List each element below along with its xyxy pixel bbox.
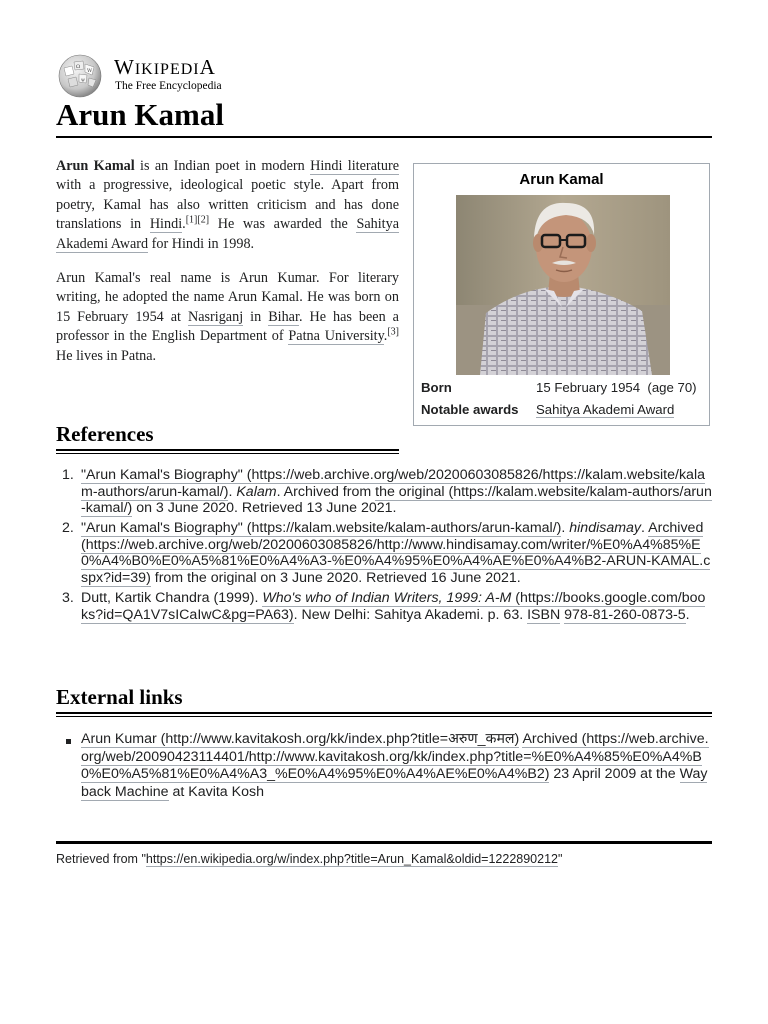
text-run: Dutt, Kartik Chandra (1999). [81,590,263,607]
text-run: from the original on 3 June 2020. Retrieved 16 June 2021. [150,569,521,586]
retrieved-url-link[interactable]: https://en.wikipedia.org/w/index.php?title=Arun_Kamal&oldid=1222890212 [145,852,558,866]
text-run: He lives in Patna. [56,347,157,364]
text-run: . [182,216,186,233]
citation-link[interactable]: [3] [387,326,399,338]
inline-link[interactable]: Archived (https://web.archive.org/web/20200603085826/http://www.hindisamay.com/writer/%E0%A4%85%E0%A4%B0%E0%A5%81%E0%A4%A3-%E0%A4%95%E0%A4%AE%E0%A4%B2-ARUN-KAMAL.cspx?id=39) [81,520,711,586]
inline-link[interactable]: ISBN [527,606,561,623]
inline-link[interactable]: Bihar [268,308,299,325]
svg-text:ψ: ψ [81,77,85,83]
wikipedia-logo[interactable] [56,54,256,98]
infobox-title: Arun Kamal [519,171,604,188]
inline-link[interactable]: (https://books.google.com/books?id=QA1V7sICaIwC&pg=PA63) [81,590,706,623]
bold-text: Arun Kamal [56,158,135,174]
inline-link[interactable]: Nasriganj [187,308,244,325]
reference-item [56,467,712,517]
reference-number: 1. [62,467,74,483]
text-run: 23 April 2009 at the [549,766,680,782]
inline-link[interactable]: Hindi [149,216,183,233]
wikipedia-tagline: The Free Encyclopedia [115,80,222,92]
italic-link[interactable]: Who's who of Indian Writers, 1999: A-M [262,590,512,607]
text-run: for Hindi in 1998. [148,235,255,252]
reference-item [56,590,712,623]
wikipedia-wordmark: WIKIPEDIA [114,55,216,79]
external-links-heading: External links [56,685,183,709]
inline-link[interactable]: Patna University [288,328,384,345]
reference-item [56,520,712,586]
reference-number: 2. [62,520,74,537]
svg-text:W: W [87,68,93,74]
inline-link[interactable]: the original (https://kalam.website/kalam-authors/arun-kamal/) [81,483,712,516]
retrieved-from [56,852,562,866]
external-links-list [56,731,712,801]
reference-text [81,467,712,517]
inline-link[interactable]: "Arun Kamal's Biography" (https://web.archive.org/web/20200603085826/https://kalam.website/kalam-authors/arun-kamal/) [81,467,705,500]
infobox [413,163,710,426]
footer-divider [56,841,712,844]
text-run: . [228,483,237,500]
italic-text: hindisamay [569,520,642,537]
awards-value-link[interactable]: Sahitya Akademi Award [536,402,675,417]
text-run: is an Indian poet in modern [134,158,311,174]
text-run: at Kavita Kosh [168,783,264,800]
intro-paragraph-2 [56,269,399,366]
retrieved-suffix: " [557,852,563,866]
reference-number: 3. [62,590,74,607]
portrait-image [456,195,670,375]
inline-link[interactable]: Arun Kumar (http://www.kavitakosh.org/kk/index.php?title=अरुण_कमल) [81,731,520,747]
reference-text [81,590,705,624]
text-run: . [561,520,570,537]
text-run: . Archived from [276,483,376,500]
reference-text [81,520,710,587]
text-run: . [641,520,649,537]
svg-text:Ω: Ω [76,64,81,70]
text-run: . [383,328,388,345]
external-links-divider [56,712,712,717]
citation-link[interactable]: [2] [197,214,210,226]
citation-link[interactable]: [1] [185,214,198,226]
text-run: on 3 June 2020. Retrieved 13 June 2021. [132,500,397,516]
text-run: . [685,606,690,623]
references-divider [56,449,399,454]
article-intro [56,157,399,381]
inline-link[interactable]: Wayback Machine [81,766,708,800]
text-run: . He has been a professor in the English Department of [56,308,399,345]
title-divider [56,136,712,138]
awards-label: Notable awards [421,402,519,417]
text-run: in [243,308,269,325]
retrieved-prefix: Retrieved from " [56,852,146,866]
text-run: with a progressive, ideological poetic style. Apart from poetry, Kamal has also written criticism and has done translations in [56,177,399,233]
inline-link[interactable]: Hindi literature [310,158,399,174]
external-link-text [81,731,709,801]
born-label: Born [421,380,452,395]
italic-text: Kalam [236,483,277,500]
references-heading: References [56,422,154,446]
inline-link[interactable]: 978-81-260-0873-5 [564,606,686,623]
inline-link[interactable]: Archived (https://web.archive.org/web/20090423114401/http://www.kavitakosh.org/kk/index.php?title=%E0%A4%85%E0%A4%B0%E0%A5%81%E0%A4%A3_%E0%A4%95%E0%A4%AE%E0%A4%B2) [81,731,709,782]
born-value: 15 February 1954 (age 70) [536,380,697,395]
inline-link[interactable]: Sahitya Akademi Award [56,216,399,252]
portrait-photo[interactable] [456,195,670,375]
intro-paragraph-1 [56,157,399,254]
text-run: He was awarded the [209,216,357,233]
text-run: Arun Kamal's real name is Arun Kumar. For literary writing, he adopted the name Arun Kamal. He was born on 15 February 1954 at [56,270,399,325]
bullet-icon [66,739,71,744]
external-link-item [56,731,712,801]
inline-link[interactable]: "Arun Kamal's Biography" (https://kalam.website/kalam-authors/arun-kamal/) [81,520,562,537]
page-title: Arun Kamal [56,97,224,132]
wikipedia-globe-icon [56,54,104,98]
text-run: . New Delhi: Sahitya Akademi. p. 63. [293,606,528,623]
references-list [56,467,712,627]
